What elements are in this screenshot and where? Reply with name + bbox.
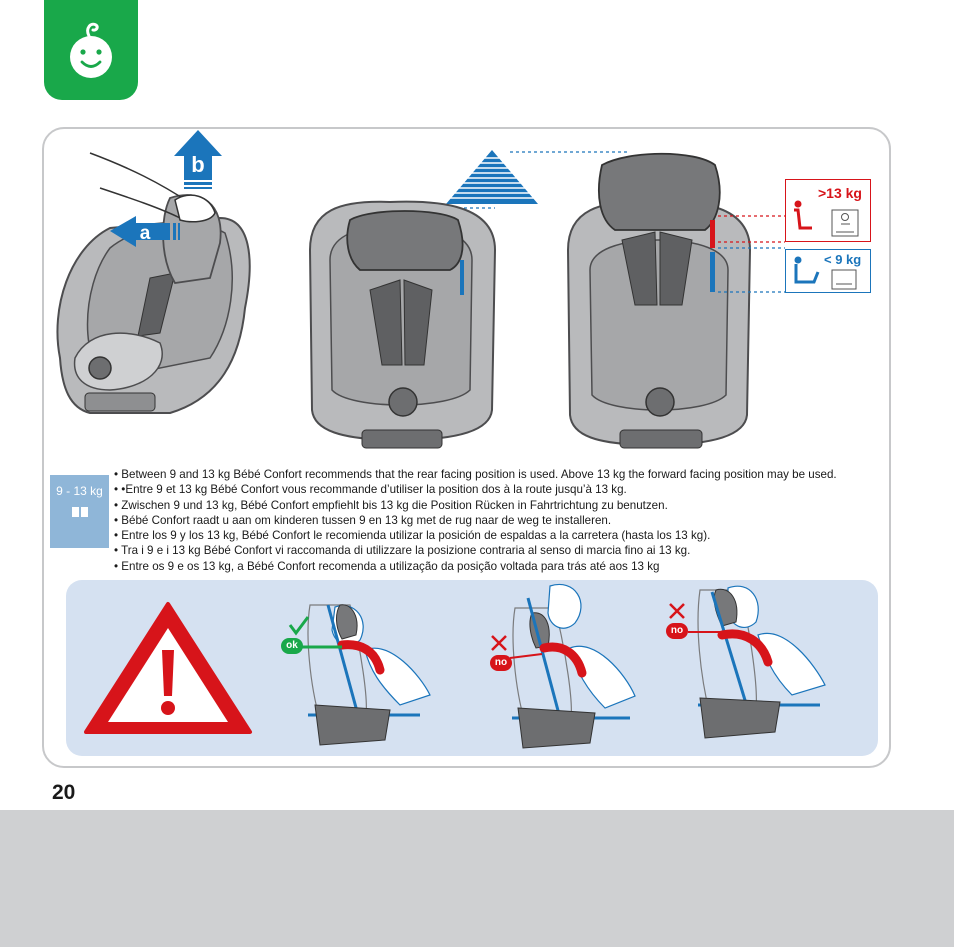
instruction-en: • Between 9 and 13 kg Bébé Confort recommends that the rear facing position is used. Above 13 kg the forward facing position may be used. xyxy=(114,468,837,481)
over-13kg-label: >13 kg xyxy=(818,185,862,201)
footer-band xyxy=(0,810,954,947)
forward-facing-seat-icon xyxy=(786,180,870,240)
example-correct-illustration xyxy=(280,595,440,750)
manual-book-icon xyxy=(71,506,89,518)
instruction-pt: • Entre os 9 e os 13 kg, a Bébé Confort recomenda a utilização da posição voltada para trás até aos 13 kg xyxy=(114,559,660,573)
instruction-it: • Tra i 9 e i 13 kg Bébé Confort vi raccomanda di utilizzare la posizione contraria al senso di marcia fino ai 13 kg. xyxy=(114,544,691,558)
instruction-nl: • Bébé Confort raadt u aan om kinderen tussen 9 en 13 kg met de rug naar de weg te installeren. xyxy=(114,513,612,527)
no-badge-2: no xyxy=(666,623,688,639)
step-b-label: b xyxy=(191,152,205,177)
over-13kg-box xyxy=(785,179,871,242)
step-a-label: a xyxy=(139,223,151,244)
baby-face-icon xyxy=(44,0,138,100)
instruction-es: • Entre los 9 y los 13 kg, Bébé Confort le recomienda utilizar la posición de espaldas a la carretera (hasta los 13 kg). xyxy=(114,529,711,543)
page-number: 20 xyxy=(52,781,76,804)
under-9kg-label: < 9 kg xyxy=(824,252,862,267)
warning-triangle-icon xyxy=(82,598,254,738)
weight-group-label xyxy=(50,475,109,548)
seat-front-low xyxy=(310,202,495,448)
seat-front-high xyxy=(568,154,750,448)
ok-badge: ok xyxy=(281,638,303,654)
example-headrest-too-low-illustration xyxy=(660,580,860,750)
seat-side-illustration xyxy=(50,128,290,428)
instruction-de: • Zwischen 9 und 13 kg, Bébé Confort empfiehlt bis 13 kg die Position Rücken in Fahrtrichtung zu benutzen. xyxy=(114,498,668,512)
height-adjust-icon xyxy=(440,150,545,204)
rear-facing-seat-icon xyxy=(786,250,870,292)
under-9kg-box xyxy=(785,249,871,293)
no-badge-1: no xyxy=(490,655,512,671)
instructions-text xyxy=(114,467,894,574)
arrow-b-icon xyxy=(174,130,222,189)
weight-group-text: 9 - 13 kg xyxy=(56,484,103,498)
baby-category-tab xyxy=(44,0,138,100)
instruction-fr: • •Entre 9 et 13 kg Bébé Confort vous recommande d’utiliser la position dos à la route jusqu’à 13 kg. xyxy=(114,483,627,497)
